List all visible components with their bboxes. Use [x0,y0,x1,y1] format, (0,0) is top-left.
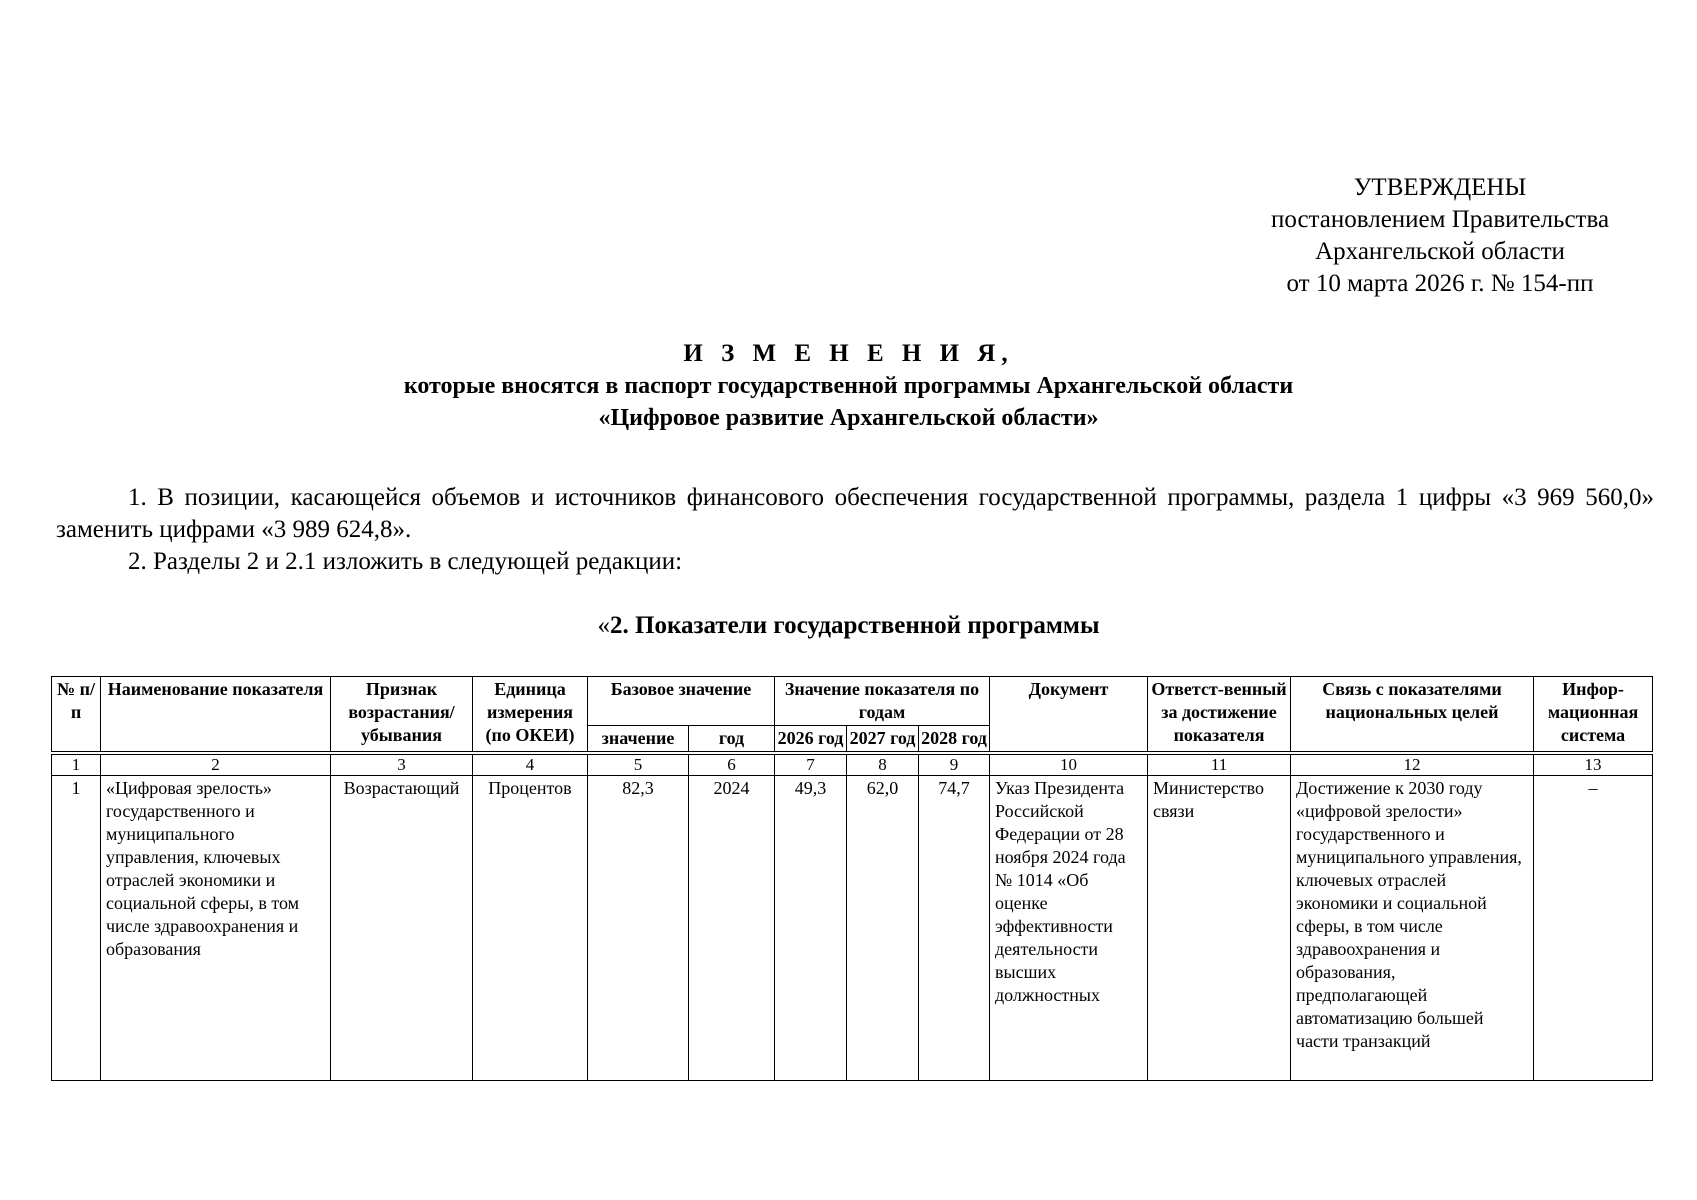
cell-info: – [1534,776,1653,1081]
column-number: 5 [588,753,689,776]
header-base-year: год [689,726,775,754]
cell-base-year: 2024 [689,776,775,1081]
header-2027: 2027 год [847,726,919,754]
cell-link: Достижение к 2030 году «цифровой зрелости» государственного и муниципального управления, ключевых отраслей экономики и социальной сферы, в том числе здравоохранения и образования, предполагающей автоматизацию большей части транзакций [1291,776,1534,1081]
paragraph-2: 2. Разделы 2 и 2.1 изложить в следующей редакции: [128,548,683,575]
section-open-quote: « [597,612,610,639]
column-number: 10 [990,753,1148,776]
cell-base-value: 82,3 [588,776,689,1081]
cell-trend: Возрастающий [331,776,473,1081]
column-number: 6 [689,753,775,776]
header-by-years: Значение показателя по годам [775,677,990,726]
approval-block [1210,172,1670,300]
cell-responsible: Министерство связи [1148,776,1291,1081]
cell-2028: 74,7 [919,776,990,1081]
indicators-table [51,676,1653,1081]
header-responsible: Ответст-венный за достижение показателя [1148,677,1291,754]
cell-name: «Цифровая зрелость» государственного и муниципального управления, ключевых отраслей экономики и социальной сферы, в том числе здравоохранения и образования [101,776,331,1081]
cell-unit: Процентов [473,776,588,1081]
column-number: 13 [1534,753,1653,776]
column-number-row [52,753,1653,776]
column-number: 11 [1148,753,1291,776]
section-title [0,610,1697,642]
header-base-value: значение [588,726,689,754]
document-title: И З М Е Н Е Н И Я, [683,340,1014,367]
paragraph-1: 1. В позиции, касающейся объемов и источников финансового обеспечения государственной программы, раздела 1 цифры «3 969 560,0» заменить цифрами «3 989 624,8». [56,484,1654,543]
approval-line: постановлением Правительства [1270,206,1610,233]
column-number: 12 [1291,753,1534,776]
header-2026: 2026 год [775,726,847,754]
approval-title: УТВЕРЖДЕНЫ [1353,174,1527,201]
header-unit: Единица измерения (по ОКЕИ) [473,677,588,754]
header-base: Базовое значение [588,677,775,726]
header-trend: Признак возрастания/ убывания [331,677,473,754]
cell-2027: 62,0 [847,776,919,1081]
approval-date: от 10 марта 2026 г. № 154-пп [1286,270,1594,297]
header-document: Документ [990,677,1148,754]
cell-document: Указ Президента Российской Федерации от 28 ноября 2024 года № 1014 «Об оценке эффективности деятельности высших должностных [990,776,1148,1081]
document-subtitle: которые вносятся в паспорт государственной программы Архангельской области [403,373,1294,399]
column-number: 9 [919,753,990,776]
column-number: 8 [847,753,919,776]
header-info: Инфор-мационная система [1534,677,1653,754]
approval-line: Архангельской области [1315,238,1565,265]
column-number: 7 [775,753,847,776]
header-2028: 2028 год [919,726,990,754]
column-number: 3 [331,753,473,776]
column-number: 1 [52,753,101,776]
cell-2026: 49,3 [775,776,847,1081]
section-title-text: 2. Показатели государственной программы [610,612,1100,639]
program-name: «Цифровое развитие Архангельской области» [598,405,1099,431]
column-number: 4 [473,753,588,776]
cell-num: 1 [52,776,101,1081]
column-number: 2 [101,753,331,776]
header-num: № п/п [52,677,101,754]
header-link: Связь с показателями национальных целей [1291,677,1534,754]
header-name: Наименование показателя [101,677,331,754]
table-row [52,776,1653,1081]
